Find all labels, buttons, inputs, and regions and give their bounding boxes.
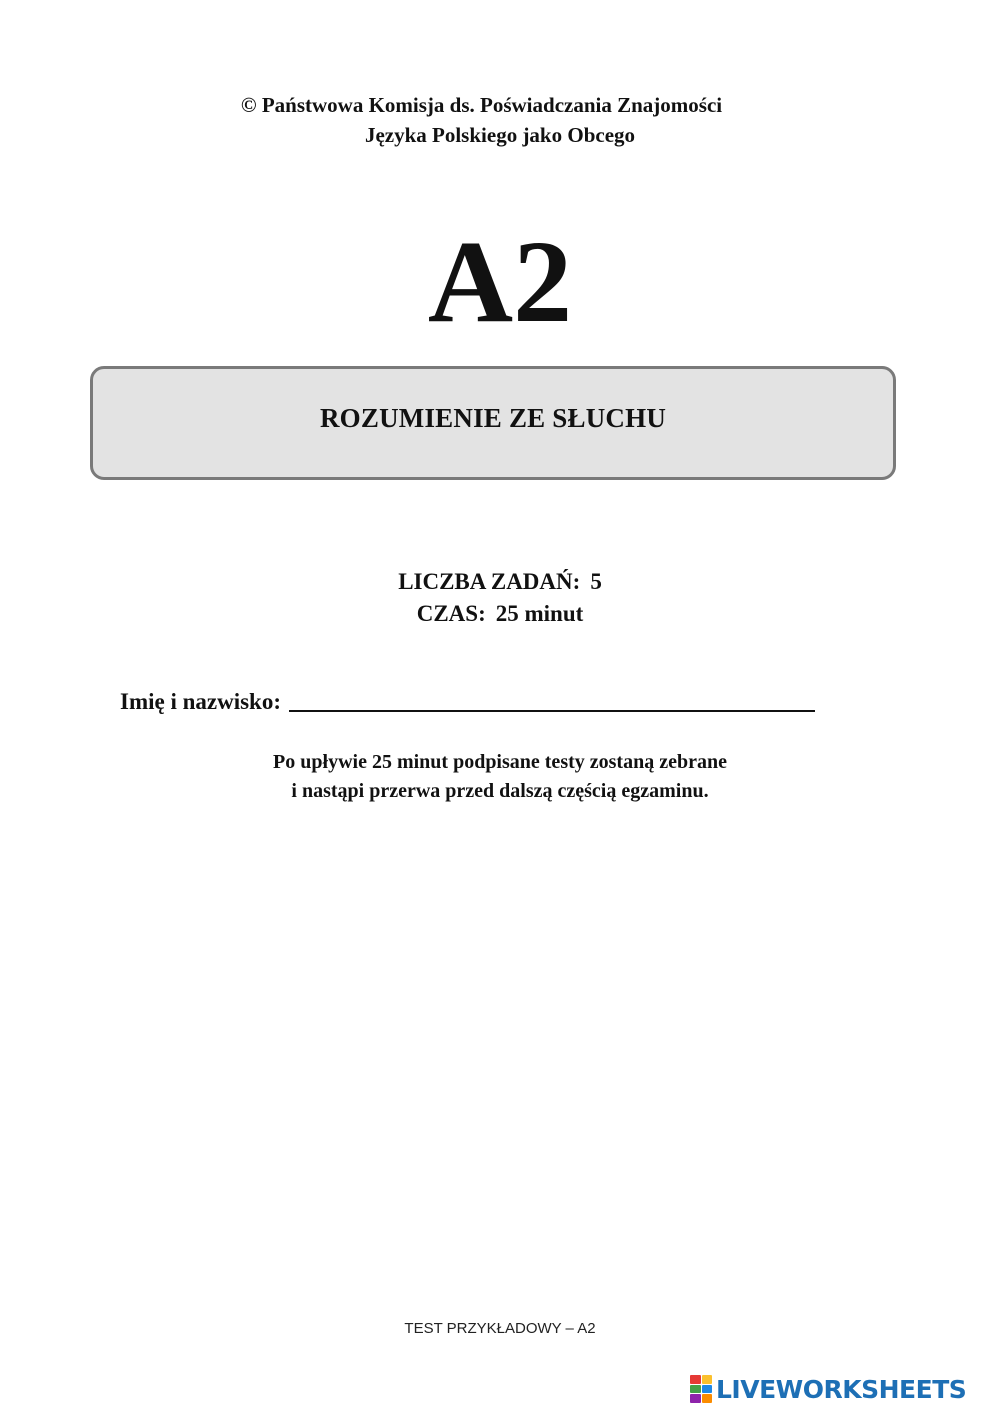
brand-name: LIVEWORKSHEETS [716,1374,967,1404]
exam-meta [0,566,1000,630]
brand-logo [690,1372,966,1406]
tasks-value: 5 [590,569,602,594]
name-field-blank[interactable] [289,690,815,712]
time-row [0,598,1000,630]
liveworksheets-logo-icon [690,1375,712,1403]
name-field [120,686,860,718]
tasks-label: LICZBA ZADAŃ: [398,569,581,594]
level-title: A2 [427,216,573,347]
header-line-1: © Państwowa Komisja ds. Poświadczania Znajomości [240,93,723,117]
section-box [90,366,896,480]
section-title: ROZUMIENIE ZE SŁUCHU [319,402,667,433]
time-label: CZAS: [416,601,486,626]
header-line-2: Języka Polskiego jako Obcego [364,123,636,147]
tasks-row [0,566,1000,598]
instruction-note [0,748,1000,806]
note-line-1: Po upływie 25 minut podpisane testy zostaną zebrane [273,751,727,773]
note-line-2: i nastąpi przerwa przed dalszą częścią egzaminu. [291,780,709,802]
name-field-label: Imię i nazwisko: [120,689,281,714]
header [0,90,1000,150]
footer-text: TEST PRZYKŁADOWY – A2 [404,1320,596,1337]
time-value: 25 minut [495,601,584,626]
